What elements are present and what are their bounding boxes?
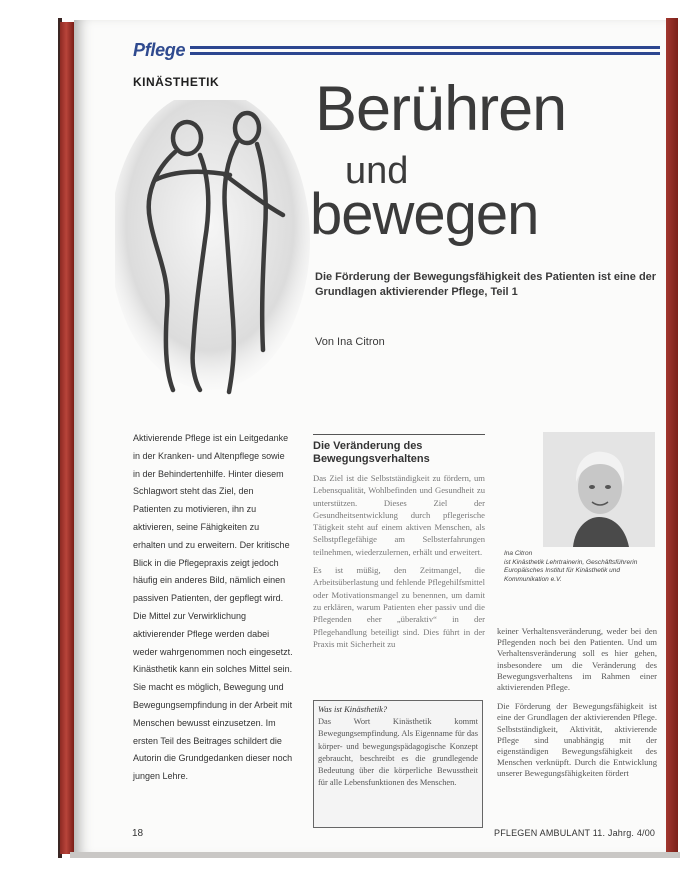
body-paragraph-4: Die Förderung der Bewegungsfähigkeit ist eine der Grundlagen der aktivierenden Pflege. Selbstständigkeit, Aktivität, aktivierende Pflege sind unabhängig mit der eigenständigen Bewegungsfähigkeit des Menschen verknüpft. Durch die Entwicklung unserer Bewegungsfähigkeiten fördert (497, 701, 657, 779)
header-rule (190, 46, 660, 58)
body-paragraph-2: Es ist müßig, den Zeitmangel, die Arbeitsüberlastung und fehlende Pflegehilfsmittel oder Motivationsmangel zu benennen, um damit zu erklären, warum Patienten eher passiv und die Pflegenden eher „überaktiv“ in der Pflegehandlung beteiligt sind. Dies führt in der Praxis mit Sicherheit zu (313, 565, 485, 649)
page-number: 18 (132, 828, 144, 839)
book-spine-left (60, 22, 74, 854)
title-line-1: Berühren (315, 74, 567, 144)
body-column-3 (497, 626, 657, 788)
body-column-2 (313, 434, 485, 656)
section-heading: Die Veränderung des Bewegungsverhaltens (313, 440, 430, 465)
author-photo (543, 432, 655, 547)
info-box-text: Das Wort Kinästhetik kommt Bewegungsempfindung. Als Eigenname für das körper- und bewegungspädagogische Konzept gebraucht, beschreibt es die grundlegende Bedeutung über die körperliche Bewusstheit für alle Lebensfunktionen des Menschen. (318, 717, 478, 788)
magazine-footer: PFLEGEN AMBULANT 11. Jahrg. 4/00 (494, 828, 656, 838)
heading-rule (313, 434, 485, 435)
article-kicker: KINÄSTHETIK (133, 75, 220, 89)
body-paragraph-1: Das Ziel ist die Selbstständigkeit zu fördern, um Lebensqualität, Wohlbefinden und Gesundheit zu unterstützen. Dieses Ziel der Gesundheitsentwicklung durch pflegerische Tätigkeit steht auf einem aktiven Menschen, als Selbstpflegefähige am Selbsterfahrungen teilnehmen, wiederzulernen, erhält und erweitert. (313, 473, 485, 557)
info-box (313, 700, 483, 828)
title-line-2: und (345, 150, 409, 192)
body-paragraph-3: keiner Verhaltensveränderung, weder bei den Pflegenden noch bei den Patienten. Und um Verhaltensveränderung soll es hier gehen, insbesondere um die Veränderung des Bewegungsverhaltens im Rahmen einer aktivierenden Pflege. (497, 626, 657, 693)
article-subtitle: Die Förderung der Bewegungsfähigkeit des Patienten ist eine der Grundlagen aktivierender Pflege, Teil 1 (315, 271, 657, 298)
title-line-3: bewegen (310, 182, 539, 247)
article-byline: Von Ina Citron (315, 336, 385, 348)
info-box-title: Was ist Kinästhetik? (318, 704, 388, 714)
intro-column: Aktivierende Pflege ist ein Leitgedanke in der Kranken- und Altenpflege sowie in der Behindertenhilfe. Hinter diesem Schlagwort steht das Ziel, den Patienten zu motivieren, ihn zu aktivieren, seine Fähigkeiten zu erhalten und zu erweitern. Der kritische Blick in die Pflegepraxis zeigt jedoch häufig ein anderes Bild, nämlich einen passiven Patienten, der gepflegt wird. Die Mittel zur Verwirklichung aktivierender Pflege werden dabei weder wahrgenommen noch eingesetzt. Kinästhetik kann ein solches Mittel sein. Sie macht es möglich, Bewegung und Bewegungsempfindung in der Arbeit mit Menschen bewusst einzusetzen. Im ersten Teil des Beitrages schildert die Autorin die Grundgedanken dieser noch jungen Lehre. (133, 433, 293, 782)
section-header: Pflege (133, 40, 186, 60)
book-edge-right (666, 18, 678, 856)
two-figures-illustration (115, 100, 315, 400)
book-edge-bottom (70, 852, 680, 858)
photo-caption: Ina Citron ist Kinästhetik Lehrtrainerin, Geschäftsführerin Europäisches Institut für Kinästhetik und Kommunikation e.V. (504, 550, 638, 583)
